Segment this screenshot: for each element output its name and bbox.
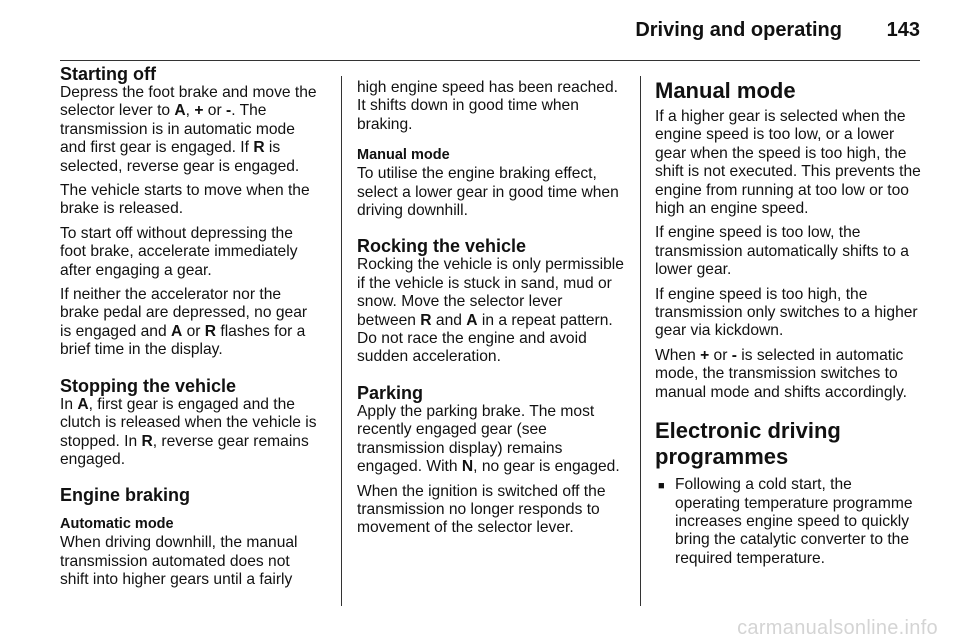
column-2 [357, 79, 625, 544]
section-heading: Engine braking [60, 485, 191, 506]
paragraph: If engine speed is too high, the transmission only switches to a higher gear via kickdown. [655, 285, 918, 340]
section-manual-mode-braking [357, 146, 625, 220]
paragraph: If a higher gear is selected when the engine speed is too low, or a lower gear when the speed is too high, the shift is not executed. This prevents the engine from running at too low or too high an engine speed. [655, 108, 921, 218]
section-heading: Rocking the vehicle [357, 236, 527, 257]
page-header [0, 0, 960, 62]
section-heading: Starting off [60, 64, 156, 84]
subsection-heading: Automatic mode [60, 516, 174, 533]
paragraph: When + or - is selected in automatic mode, the transmission switches to manual mode and shifts accordingly. [655, 346, 907, 401]
paragraph: Apply the parking brake. The most recently engaged gear (see transmission display) remains engaged. With N, no gear is engaged. [357, 402, 620, 476]
bullet-square-icon: ■ [658, 480, 665, 493]
paragraph: When driving downhill, the manual transmission automated does not shift into higher gears until a fairly [60, 534, 298, 589]
paragraph: If neither the accelerator nor the brake pedal are depressed, no gear is engaged and A or R flashes for a brief time in the display. [60, 286, 308, 359]
section-rocking-the-vehicle [357, 236, 625, 366]
paragraph: To utilise the engine braking effect, select a lower gear in good time when driving downhill. [357, 165, 619, 220]
page-number: 143 [886, 19, 920, 41]
paragraph: The vehicle starts to move when the brake is released. [60, 182, 310, 218]
section-electronic-driving-programmes [655, 418, 921, 568]
section-heading: Parking [357, 382, 424, 403]
section-heading-large: Manual mode [655, 78, 796, 103]
column-1 [60, 64, 322, 596]
paragraph: To start off without depressing the foot brake, accelerate immediately after engaging a gear. [60, 224, 298, 279]
bullet-list [655, 476, 921, 568]
subsection-heading: Manual mode [357, 147, 450, 164]
watermark: carmanualsonline.info [737, 617, 938, 639]
section-starting-off [60, 64, 322, 360]
column-divider [640, 76, 641, 606]
section-parking [357, 383, 625, 538]
paragraph: When the ignition is switched off the transmission no longer responds to movement of the selector lever. [357, 482, 606, 537]
paragraph: Depress the foot brake and move the selector lever to A, + or -. The transmission is in automatic mode and first gear is engaged. If R is selected, reverse gear is engaged. [60, 84, 317, 175]
header-title: Driving and operating [635, 19, 842, 41]
section-heading-large: Electronic driving programmes [655, 418, 841, 470]
paragraph: high engine speed has been reached. It shifts down in good time when braking. [357, 79, 618, 133]
column-3 [655, 78, 921, 568]
section-stopping-the-vehicle [60, 376, 322, 470]
column-divider [341, 76, 342, 606]
paragraph: If engine speed is too low, the transmission automatically shifts to a lower gear. [655, 224, 909, 279]
section-engine-braking [60, 485, 322, 589]
section-heading: Stopping the vehicle [60, 375, 237, 396]
section-manual-mode [655, 78, 921, 402]
paragraph: Rocking the vehicle is only permissible if the vehicle is stuck in sand, mud or snow. Move the selector lever between R and A in a repeat pattern. Do not race the engine and avoid sudden acceleration. [357, 256, 624, 366]
header-rule [60, 60, 920, 61]
list-item: ■ Following a cold start, the operating temperature programme increases engine speed to quickly bring the catalytic converter to the required temperature. [658, 476, 913, 567]
paragraph: In A, first gear is engaged and the clutch is released when the vehicle is stopped. In R, reverse gear remains engaged. [60, 395, 317, 468]
